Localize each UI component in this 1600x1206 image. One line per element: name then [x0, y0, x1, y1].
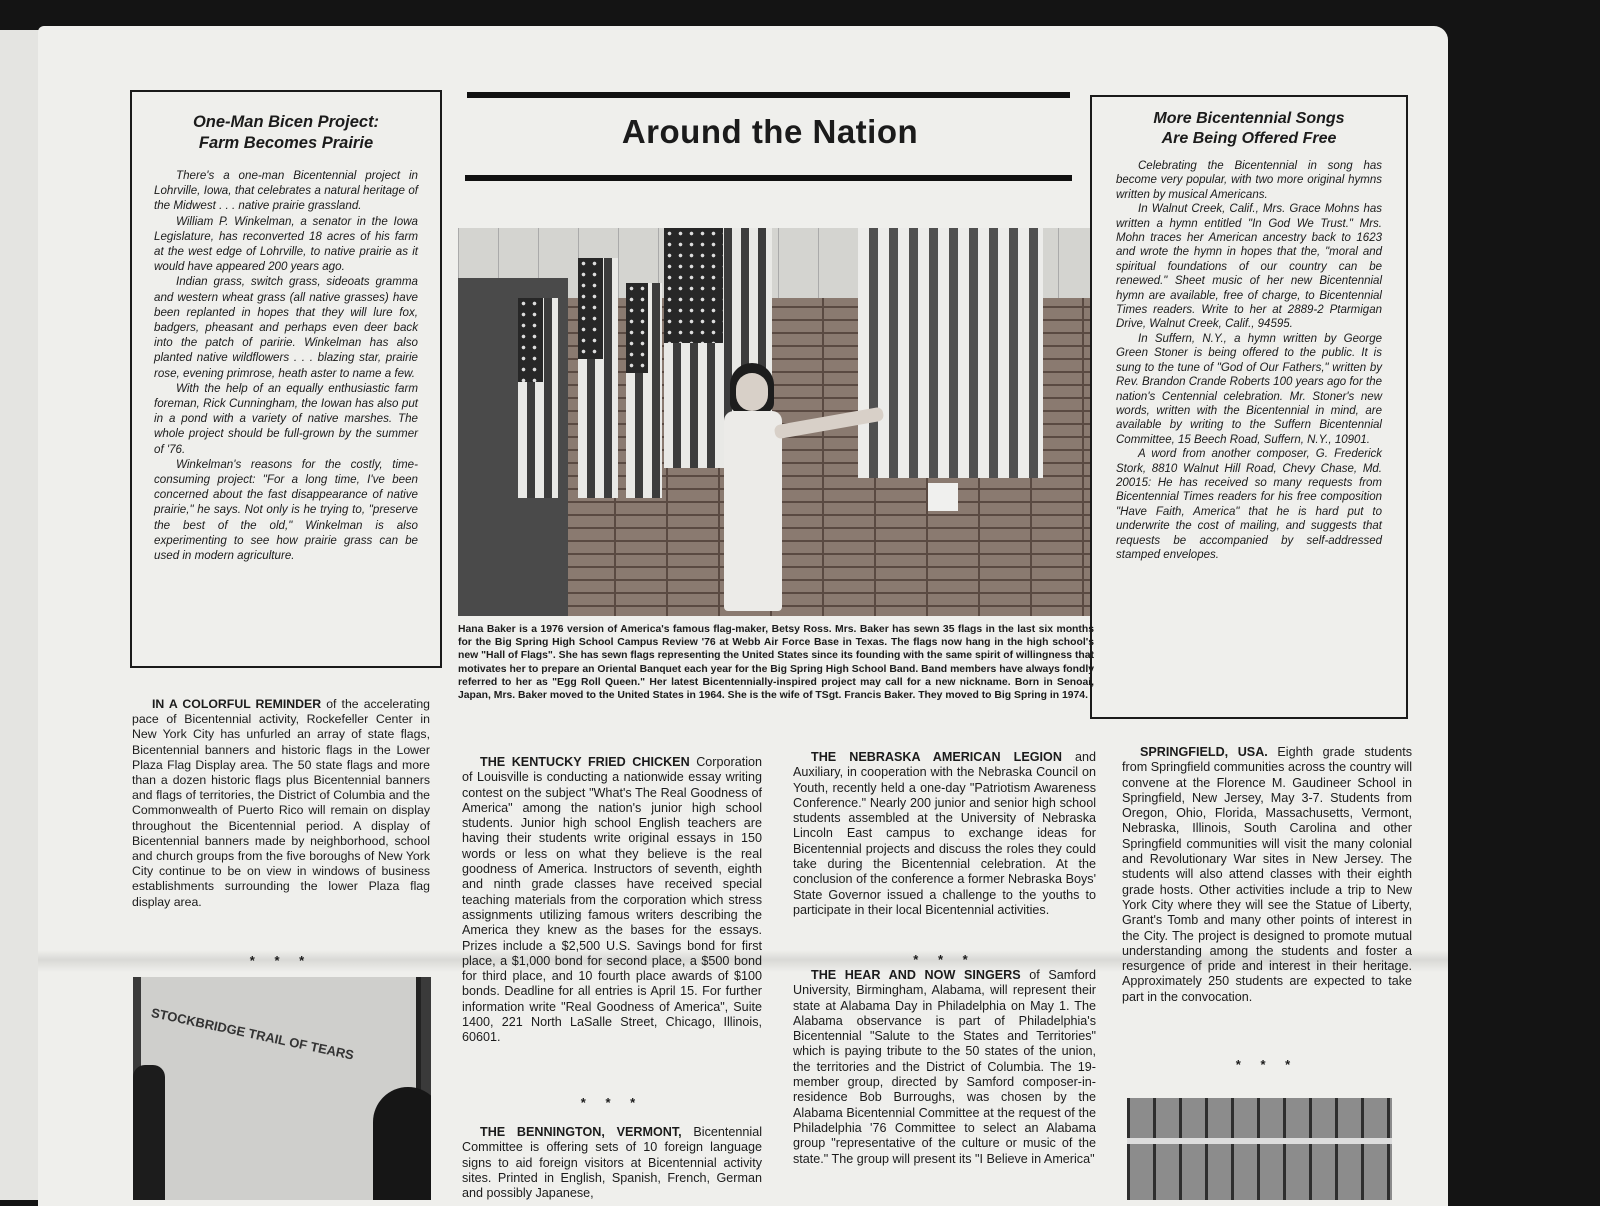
colorful-reminder-story	[132, 697, 430, 910]
left-sidebar-story	[130, 90, 442, 668]
bennington-text: Bicentennial Committee is offering sets of 10 foreign language signs to aid foreign visitors at Bicentennial activity sites. Printed in English, Spanish, French, German and possibly Japanese,	[462, 1125, 762, 1200]
trail-of-tears-photo	[133, 977, 431, 1200]
hall-of-flags-photo	[458, 228, 1092, 616]
shelf	[1127, 1138, 1392, 1144]
flag	[578, 258, 618, 498]
name-card	[928, 483, 958, 511]
photo-caption: Hana Baker is a 1976 version of America's famous flag-maker, Betsy Ross. Mrs. Baker has sewn 35 flags in the last six months for the Big Spring High School Campus Review '76 at Webb Air Force Base in Texas. The flags now hang in the high school's new "Hall of Flags". She has sewn flags representing the United States since its founding with the same spirit of willingness that motivates her to prepare an Oriental Banquet each year for the Big Spring High School Band. Band members have always fondly referred to her as "Egg Roll Queen." Her latest Bicentennially-inspired project may call for a new nickname. Born in Senoai, Japan, Mrs. Baker moved to the United States in 1964. She is the wife of TSgt. Francis Baker. They moved to Big Spring in 1974.	[458, 624, 1094, 702]
right-story-title-line2: Are Being Offered Free	[1161, 130, 1337, 147]
right-story-title	[1116, 109, 1382, 149]
right-story-paragraph: Celebrating the Bicentennial in song has become very popular, with two more original hymns written by musical Americans.	[1116, 160, 1382, 201]
flag	[858, 228, 1043, 478]
left-story-title	[154, 112, 418, 154]
nebraska-story	[793, 750, 1096, 918]
hana-baker-figure	[720, 363, 784, 616]
header-rule-bottom	[465, 175, 1072, 181]
flag	[626, 283, 662, 498]
left-story-paragraph: William P. Winkelman, a senator in the Iowa Legislature, has reconverted 18 acres of his farm at the west edge of Lohrville, to native prairie as it would have appeared 200 years ago.	[154, 214, 418, 274]
right-story-title-line1: More Bicentennial Songs	[1153, 110, 1345, 127]
nebraska-lead: THE NEBRASKA AMERICAN LEGION	[811, 750, 1062, 764]
left-story-paragraph: With the help of an equally enthusiastic farm foreman, Rick Cunningham, the Iowan has also put in a pond with a variety of native marshes. The whole project should be full-grown by the summer of '76.	[154, 381, 418, 456]
right-story-paragraph: A word from another composer, G. Frederick Stork, 8810 Walnut Hill Road, Chevy Chase, Md. 20015: He has received so many requests from Bicentennial Times readers for his free composition "Have Faith, America" that he is hard put to underwrite the cost of mailing, and suggests that requests be accompanied by self-addressed stamped envelopes.	[1116, 448, 1382, 561]
right-story-paragraph: In Suffern, N.Y., a hymn written by George Green Stoner is being offered to the public. It is sung to the tune of "God of Our Fathers," written by Rev. Brandon Crande Roberts 100 years ago for the nation's Centennial celebration. Mr. Stoner's new words, written with the Bicentennial in mind, are available by writing to the Suffern Bicentennial Committee, 15 Beech Road, Suffern, N.Y., 10901.	[1116, 332, 1382, 446]
baskets-photo	[1127, 1098, 1392, 1200]
springfield-story	[1122, 745, 1412, 1005]
right-story-body	[1116, 159, 1382, 562]
page-title: Around the Nation	[621, 113, 919, 150]
bennington-lead: THE BENNINGTON, VERMONT,	[480, 1125, 682, 1139]
section-separator: * * *	[249, 953, 313, 968]
kfc-text: Corporation of Louisville is conducting a nationwide essay writing contest on the subject "What's The Real Goodness of America" among the nation's junior high school students. Junior high school English teachers are having their students write original essays in 150 words or less on what they believe is the real goodness of America. Instructors of seventh, eighth and ninth grade classes have received special teaching materials from the corporation which stress assignments utilizing famous writers describing the America they knew as the bases for the essays. Prizes include a $2,500 U.S. Savings bond for first place, a $1,000 bond for second place, a $500 bond for third place, and 10 fourth place awards of $100 bonds. Deadline for all entries is April 15. For further information write "Real Goodness of America", Suite 1400, 221 North LaSalle Street, Chicago, Illinois, 60601.	[462, 755, 763, 1045]
hear-and-now-text: of Samford University, Birmingham, Alabama, will represent their state at Alabama Day in Philadelphia on May 1. The Alabama observance is part of Philadelphia's Bicentennial "Salute to the States and Territories" which is paying tribute to the 50 states of the union, the territories and the District of Columbia. The 19-member group, directed by Samford composer-in-residence Bob Burroughs, was chosen by the Alabama Bicentennial Committee at the request of the Philadelphia '76 Committee to select an Alabama group "representative of the culture or music of the state." The group will present its "I Believe in America"	[793, 968, 1096, 1166]
right-story-paragraph: In Walnut Creek, Calif., Mrs. Grace Mohns has written a hymn entitled "In God We Trust." Mrs. Mohn traces her American ancestry back to 1623 and wrote the hymn in hopes that the, "moral and spiritual foundations of our country can be renewed." Sheet music of her new Bicentennial hymn are available, free of charge, to Bicentennial Times readers. Write to her at 2889-2 Ptarmigan Drive, Walnut Creek, Calif., 94595.	[1116, 203, 1382, 331]
bennington-story	[462, 1125, 762, 1200]
trail-of-tears-sign: STOCKBRIDGE TRAIL OF TEARS	[149, 1005, 356, 1063]
hear-and-now-story	[793, 968, 1096, 1200]
flag	[518, 298, 558, 498]
colorful-reminder-lead: IN A COLORFUL REMINDER	[152, 697, 322, 711]
left-story-body	[154, 168, 418, 563]
photo-figure	[373, 1087, 431, 1200]
section-separator: * * *	[580, 1095, 644, 1110]
left-story-title-line2: Farm Becomes Prairie	[198, 134, 374, 152]
right-sidebar-story	[1090, 95, 1408, 719]
kfc-story	[462, 755, 762, 1046]
left-story-paragraph: Indian grass, switch grass, sideoats gramma and western wheat grass (all native grasses) have been replanted in hopes that they will lure fox, badgers, pheasant and perhaps even deer back into the patch of paririe. Winkelman has also planted native wildflowers . . . blazing star, prairie rose, evening primrose, heath aster to name a few.	[154, 275, 418, 380]
header-rule-top	[467, 92, 1070, 98]
left-story-title-line1: One-Man Bicen Project:	[192, 113, 380, 131]
hear-and-now-lead: THE HEAR AND NOW SINGERS	[811, 968, 1021, 982]
nebraska-text: and Auxiliary, in cooperation with the Nebraska Council on Youth, recently held a one-day "Patriotism Awareness Conference." Nearly 200 junior and senior high school students assembled at the University of Nebraska Lincoln East campus to exchange ideas for Bicentennial projects and discuss the roles they could take during the Bicentennial celebration. At the conclusion of the conference a former Nebraska Boys' State Governor issued a challenge to the youths to participate in their local Bicentennial activities.	[793, 750, 1097, 917]
section-separator: * * *	[913, 952, 976, 967]
photo-figure	[133, 1065, 165, 1200]
left-story-paragraph: Winkelman's reasons for the costly, time-consuming project: "For a long time, I've been concerned about the fast disappearance of native prairie," he says. Not only is he trying to, "preserve the best of the old," Winkelman is also experimenting to see how prairie grass can be used in modern agriculture.	[154, 457, 418, 563]
springfield-lead: SPRINGFIELD, USA.	[1140, 745, 1268, 759]
section-separator: * * *	[1235, 1057, 1299, 1072]
kfc-lead: THE KENTUCKY FRIED CHICKEN	[480, 755, 690, 769]
springfield-text: Eighth grade students from Springfield communities across the country will convene at the Florence M. Gaudineer School in Springfield, New Jersey, May 3-7. Students from Oregon, Ohio, Florida, Massachusetts, Vermont, Nebraska, Illinois, South Carolina and other Springfield communities will visit the many colonial and Revolutionary War sites in New Jersey. The students will also attend classes with their eighth grade hosts. Other activities include a trip to New York City where they will see the Statue of Liberty, Grant's Tomb and many other points of interest in the City. The project is designed to promote mutual understanding among the students and foster a resurgence of pride and interest in their heritage. Approximately 250 students are expected to take part in the convocation.	[1122, 745, 1413, 1004]
left-story-paragraph: There's a one-man Bicentennial project in Lohrville, Iowa, that celebrates a natural heritage of the Midwest . . . native prairie grassland.	[154, 169, 418, 213]
colorful-reminder-text: of the accelerating pace of Bicentennial activity, Rockefeller Center in New York City has unfurled an array of state flags, Bicentennial banners and historic flags in the Lower Plaza Flag Display area. The 50 state flags and more than a dozen historic flags plus Bicentennial banners and flags of territories, the District of Columbia and the Commonwealth of Puerto Rico will remain on display throughout the Bicentennial period. A display of Bicentennial banners made by neighborhood, school and church groups from the five boroughs of New York City continue to be on view in windows of business establishments surrounding the lower Plaza flag display area.	[132, 697, 430, 909]
